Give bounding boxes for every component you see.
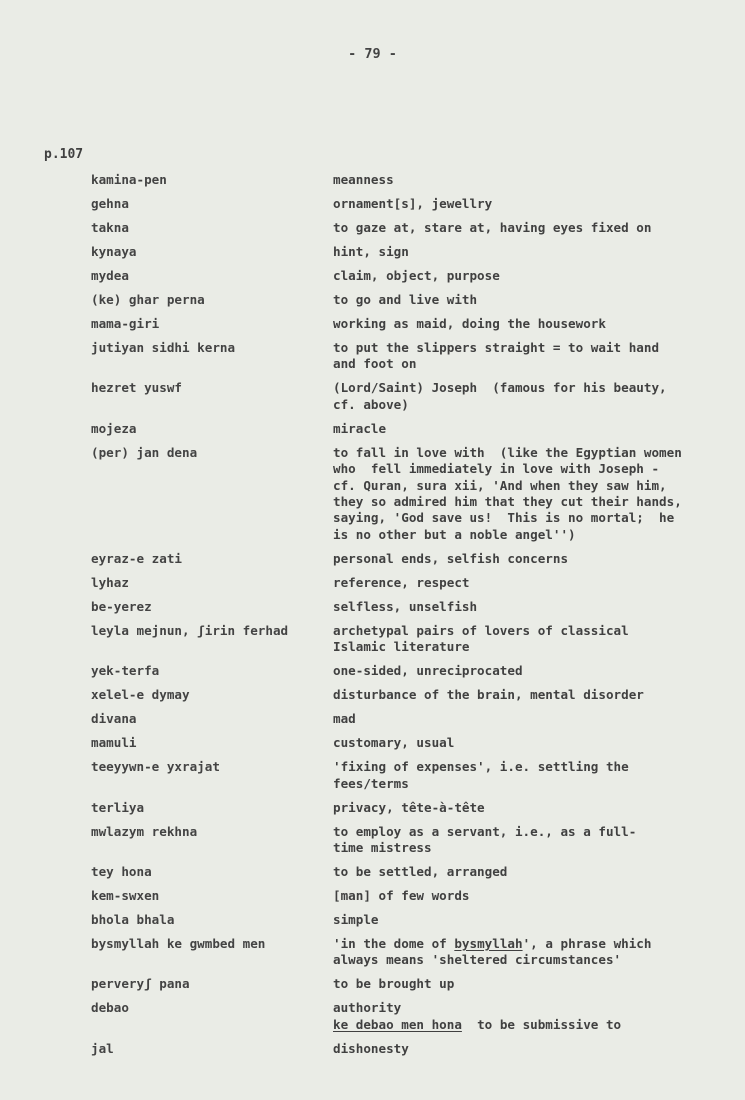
definition-line: and foot on xyxy=(333,356,417,372)
glossary-entry xyxy=(0,976,745,1000)
glossary-entry xyxy=(0,292,745,316)
definition-line: time mistress xyxy=(333,839,432,855)
glossary-entry xyxy=(0,316,745,340)
definition-line: to put the slippers straight = to wait hand xyxy=(333,340,660,355)
entry-definition xyxy=(333,912,718,928)
glossary-entry xyxy=(0,599,745,623)
entry-definition xyxy=(333,268,718,284)
definition-line: dishonesty xyxy=(333,1040,409,1056)
glossary-entry xyxy=(0,220,745,244)
entry-term: mwlazym rekhna xyxy=(91,823,198,839)
entry-term: terliya xyxy=(91,799,145,815)
glossary-entry xyxy=(0,711,745,735)
entry-term: mamuli xyxy=(91,735,137,751)
entry-definition xyxy=(333,623,718,656)
entry-term: (ke) ghar perna xyxy=(91,292,205,307)
entry-term: jal xyxy=(91,1040,114,1056)
definition-line: to go and live with xyxy=(333,292,478,307)
entry-definition xyxy=(333,196,718,212)
definition-line: saying, 'God save us! This is no mortal; he xyxy=(333,510,675,526)
definition-line: privacy, tête-à-tête xyxy=(333,799,485,815)
entry-term: divana xyxy=(91,711,137,727)
entry-definition xyxy=(333,244,718,260)
entry-definition xyxy=(333,1041,718,1057)
entry-term: kem-swxen xyxy=(91,887,160,903)
entry-term: xelel-e dymay xyxy=(91,687,190,703)
definition-line: (Lord/Saint) Joseph (famous for his beauty, xyxy=(333,380,667,396)
entry-term: kynaya xyxy=(91,244,137,259)
definition-line: miracle xyxy=(333,420,387,436)
entry-term: bysmyllah ke gwmbed men xyxy=(91,935,266,951)
definition-line: is no other but a noble angel'') xyxy=(333,526,576,542)
definition-line xyxy=(333,936,718,952)
entry-term: hezret yuswf xyxy=(91,380,182,396)
entry-definition xyxy=(333,824,718,857)
glossary-entry xyxy=(0,1041,745,1065)
definition-text: ', a phrase which xyxy=(522,935,652,951)
entry-term: be-yerez xyxy=(91,598,152,614)
glossary-entry xyxy=(0,421,745,445)
entry-definition xyxy=(333,888,718,904)
definition-line: [man] of few words xyxy=(333,887,470,903)
definition-line: meanness xyxy=(333,172,394,187)
entry-definition xyxy=(333,551,718,567)
definition-line: to be brought up xyxy=(333,976,455,992)
entry-definition xyxy=(333,759,718,792)
definition-line: to gaze at, stare at, having eyes fixed on xyxy=(333,220,652,235)
glossary-entry xyxy=(0,663,745,687)
entry-definition xyxy=(333,316,718,332)
entry-term: teeyywn-e yxrajat xyxy=(91,759,220,775)
page-reference: p.107 xyxy=(44,147,84,162)
definition-line: mad xyxy=(333,711,356,727)
definition-line: working as maid, doing the housework xyxy=(333,316,606,331)
glossary-list xyxy=(0,172,745,1065)
definition-line: fees/terms xyxy=(333,775,409,791)
entry-definition xyxy=(333,711,718,727)
entry-term: bhola bhala xyxy=(91,911,175,927)
definition-line: simple xyxy=(333,911,379,927)
glossary-entry xyxy=(0,172,745,196)
glossary-entry xyxy=(0,244,745,268)
underlined-term: bysmyllah xyxy=(454,935,523,951)
definition-line: cf. above) xyxy=(333,396,409,412)
definition-line: they so admired him that they cut their hands, xyxy=(333,494,682,509)
definition-line: to employ as a servant, i.e., as a full- xyxy=(333,823,637,839)
entry-definition xyxy=(333,800,718,816)
glossary-entry xyxy=(0,196,745,220)
glossary-entry xyxy=(0,687,745,711)
definition-line: authority xyxy=(333,1000,402,1016)
entry-term: leyla mejnun, ʃirin ferhad xyxy=(91,622,289,638)
definition-text: to be submissive to xyxy=(461,1016,622,1032)
entry-term: (per) jan dena xyxy=(91,444,198,460)
definition-line: who fell immediately in love with Joseph - xyxy=(333,461,660,477)
glossary-entry xyxy=(0,800,745,824)
glossary-entry xyxy=(0,340,745,380)
definition-line: customary, usual xyxy=(333,735,455,751)
definition-line: selfless, unselfish xyxy=(333,598,478,614)
definition-line xyxy=(333,1017,718,1033)
definition-line: personal ends, selfish concerns xyxy=(333,550,569,566)
entry-term: takna xyxy=(91,220,129,235)
glossary-entry xyxy=(0,864,745,888)
entry-definition xyxy=(333,445,718,543)
glossary-entry xyxy=(0,824,745,864)
definition-line: reference, respect xyxy=(333,574,470,590)
definition-line: to be settled, arranged xyxy=(333,863,508,879)
entry-definition xyxy=(333,380,718,413)
page-number: - 79 - xyxy=(348,46,397,62)
entry-definition xyxy=(333,663,718,679)
definition-line: hint, sign xyxy=(333,244,409,259)
entry-term: debao xyxy=(91,1000,129,1016)
definition-line: Islamic literature xyxy=(333,639,470,655)
definition-line: always means 'sheltered circumstances' xyxy=(333,952,622,968)
entry-definition xyxy=(333,421,718,437)
definition-line: claim, object, purpose xyxy=(333,268,500,283)
entry-definition xyxy=(333,687,718,703)
glossary-entry xyxy=(0,912,745,936)
definition-line: 'fixing of expenses', i.e. settling the xyxy=(333,759,629,775)
entry-definition xyxy=(333,936,718,969)
entry-term: yek-terfa xyxy=(91,663,160,679)
definition-text: 'in the dome of xyxy=(333,935,455,951)
glossary-entry xyxy=(0,551,745,575)
glossary-entry xyxy=(0,623,745,663)
entry-definition xyxy=(333,172,718,188)
entry-definition xyxy=(333,976,718,992)
glossary-entry xyxy=(0,1000,745,1040)
glossary-entry xyxy=(0,759,745,799)
definition-line: archetypal pairs of lovers of classical xyxy=(333,622,629,638)
entry-term: tey hona xyxy=(91,863,152,879)
entry-definition xyxy=(333,1000,718,1033)
entry-term: mojeza xyxy=(91,420,137,436)
entry-term: perveryʃ pana xyxy=(91,976,190,992)
glossary-entry xyxy=(0,445,745,551)
definition-line: to fall in love with (like the Egyptian women xyxy=(333,444,682,460)
glossary-entry xyxy=(0,936,745,976)
glossary-entry xyxy=(0,888,745,912)
entry-term: mama-giri xyxy=(91,316,160,331)
entry-term: kamina-pen xyxy=(91,172,167,187)
entry-term: mydea xyxy=(91,268,129,283)
underlined-phrase: ke debao men hona xyxy=(333,1016,462,1032)
entry-term: jutiyan sidhi kerna xyxy=(91,340,236,355)
definition-line: cf. Quran, sura xii, 'And when they saw him, xyxy=(333,477,667,493)
entry-definition xyxy=(333,864,718,880)
entry-definition xyxy=(333,340,718,373)
entry-definition xyxy=(333,575,718,591)
entry-definition xyxy=(333,220,718,236)
glossary-entry xyxy=(0,575,745,599)
glossary-entry xyxy=(0,380,745,420)
glossary-entry xyxy=(0,735,745,759)
entry-term: eyraz-e zati xyxy=(91,550,182,566)
entry-definition xyxy=(333,735,718,751)
definition-line: one-sided, unreciprocated xyxy=(333,663,523,679)
definition-line: disturbance of the brain, mental disorder xyxy=(333,687,644,703)
entry-definition xyxy=(333,599,718,615)
entry-term: gehna xyxy=(91,196,129,211)
entry-definition xyxy=(333,292,718,308)
definition-line: ornament[s], jewellry xyxy=(333,196,493,211)
glossary-entry xyxy=(0,268,745,292)
entry-term: lyhaz xyxy=(91,574,129,590)
